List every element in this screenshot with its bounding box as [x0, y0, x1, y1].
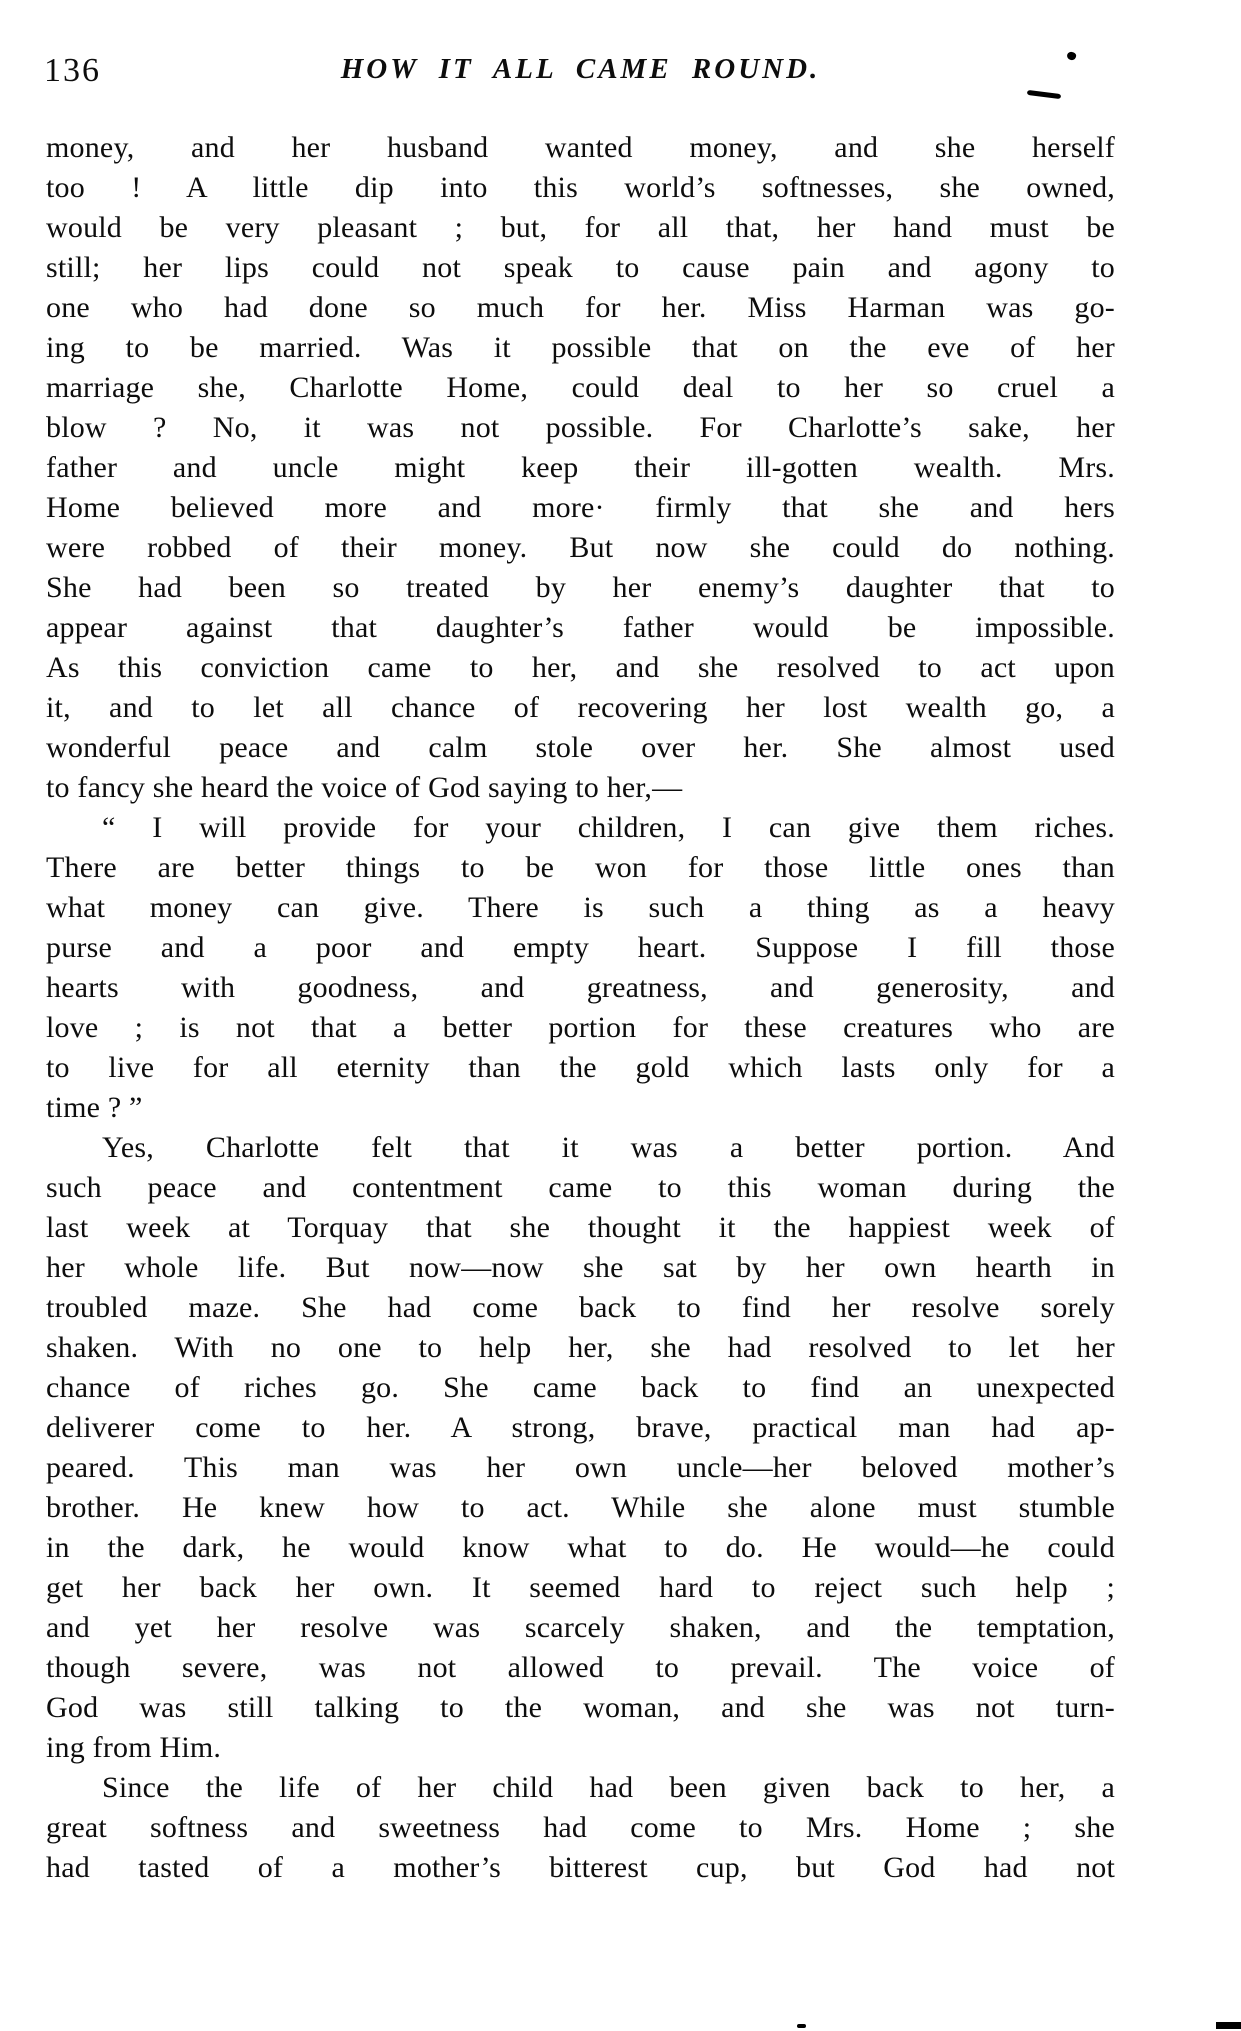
paragraph: [46, 1768, 1115, 1888]
text-line: chance of riches go. She came back to find an unexpected: [46, 1371, 1115, 1404]
text-line: to fancy she heard the voice of God saying to her,—: [46, 771, 683, 804]
text-line: one who had done so much for her. Miss Harman was go-: [46, 291, 1115, 324]
text-line: Since the life of her child had been given back to her, a: [102, 1771, 1115, 1804]
page-text: [46, 128, 1115, 1888]
text-line: get her back her own. It seemed hard to reject such help ;: [46, 1571, 1115, 1604]
text-line: such peace and contentment came to this woman during the: [46, 1171, 1115, 1204]
text-line: wonderful peace and calm stole over her. She almost used: [46, 731, 1115, 764]
text-line: ing from Him.: [46, 1731, 222, 1764]
text-line: She had been so treated by her enemy’s daughter that to: [46, 571, 1115, 604]
text-line: “ I will provide for your children, I can give them riches.: [102, 811, 1115, 844]
text-line: father and uncle might keep their ill-gotten wealth. Mrs.: [46, 451, 1115, 484]
text-line: to live for all eternity than the gold which lasts only for a: [46, 1051, 1115, 1084]
text-line: brother. He knew how to act. While she alone must stumble: [46, 1491, 1115, 1524]
text-line: Yes, Charlotte felt that it was a better portion. And: [102, 1131, 1115, 1164]
text-line: it, and to let all chance of recovering her lost wealth go, a: [46, 691, 1115, 724]
text-line: her whole life. But now—now she sat by her own hearth in: [46, 1251, 1115, 1284]
text-line: God was still talking to the woman, and she was not turn-: [46, 1691, 1115, 1724]
text-line: time ? ”: [46, 1091, 143, 1124]
text-line: As this conviction came to her, and she resolved to act upon: [46, 651, 1115, 684]
text-line: in the dark, he would know what to do. He would—he could: [46, 1531, 1115, 1564]
ink-dash-bottom-artifact: [797, 2024, 806, 2028]
text-line: love ; is not that a better portion for these creatures who are: [46, 1011, 1115, 1044]
text-line: would be very pleasant ; but, for all that, her hand must be: [46, 211, 1115, 244]
running-header-title: HOW IT ALL CAME ROUND.: [340, 53, 821, 85]
text-line: blow ? No, it was not possible. For Charlotte’s sake, her: [46, 411, 1115, 444]
text-line: money, and her husband wanted money, and she herself: [46, 131, 1115, 164]
text-line: though severe, was not allowed to prevail. The voice of: [46, 1651, 1115, 1684]
text-line: ing to be married. Was it possible that on the eve of her: [46, 331, 1115, 364]
ink-bar-corner-artifact: [1216, 2022, 1241, 2029]
paragraph: [46, 1128, 1115, 1768]
text-line: still; her lips could not speak to cause pain and agony to: [46, 251, 1115, 284]
text-line: Home believed more and more· firmly that she and hers: [46, 491, 1115, 524]
text-line: what money can give. There is such a thing as a heavy: [46, 891, 1115, 924]
text-line: troubled maze. She had come back to find her resolve sorely: [46, 1291, 1115, 1324]
text-line: deliverer come to her. A strong, brave, practical man had ap-: [46, 1411, 1115, 1444]
text-line: were robbed of their money. But now she could do nothing.: [46, 531, 1115, 564]
text-line: and yet her resolve was scarcely shaken, and the temptation,: [46, 1611, 1115, 1644]
text-line: purse and a poor and empty heart. Suppose I fill those: [46, 931, 1115, 964]
text-line: peared. This man was her own uncle—her beloved mother’s: [46, 1451, 1115, 1484]
text-line: too ! A little dip into this world’s softnesses, she owned,: [46, 171, 1115, 204]
paragraph: [46, 808, 1115, 1128]
text-line: There are better things to be won for those little ones than: [46, 851, 1115, 884]
text-line: great softness and sweetness had come to Mrs. Home ; she: [46, 1811, 1115, 1844]
text-line: had tasted of a mother’s bitterest cup, but God had not: [46, 1851, 1115, 1884]
ink-stroke-artifact: [1027, 90, 1061, 99]
text-line: last week at Torquay that she thought it the happiest week of: [46, 1211, 1115, 1244]
text-line: appear against that daughter’s father would be impossible.: [46, 611, 1115, 644]
paragraph: [46, 128, 1115, 808]
page-number: 136: [44, 52, 101, 89]
text-line: marriage she, Charlotte Home, could deal to her so cruel a: [46, 371, 1115, 404]
text-line: shaken. With no one to help her, she had resolved to let her: [46, 1331, 1115, 1364]
text-line: hearts with goodness, and greatness, and generosity, and: [46, 971, 1115, 1004]
